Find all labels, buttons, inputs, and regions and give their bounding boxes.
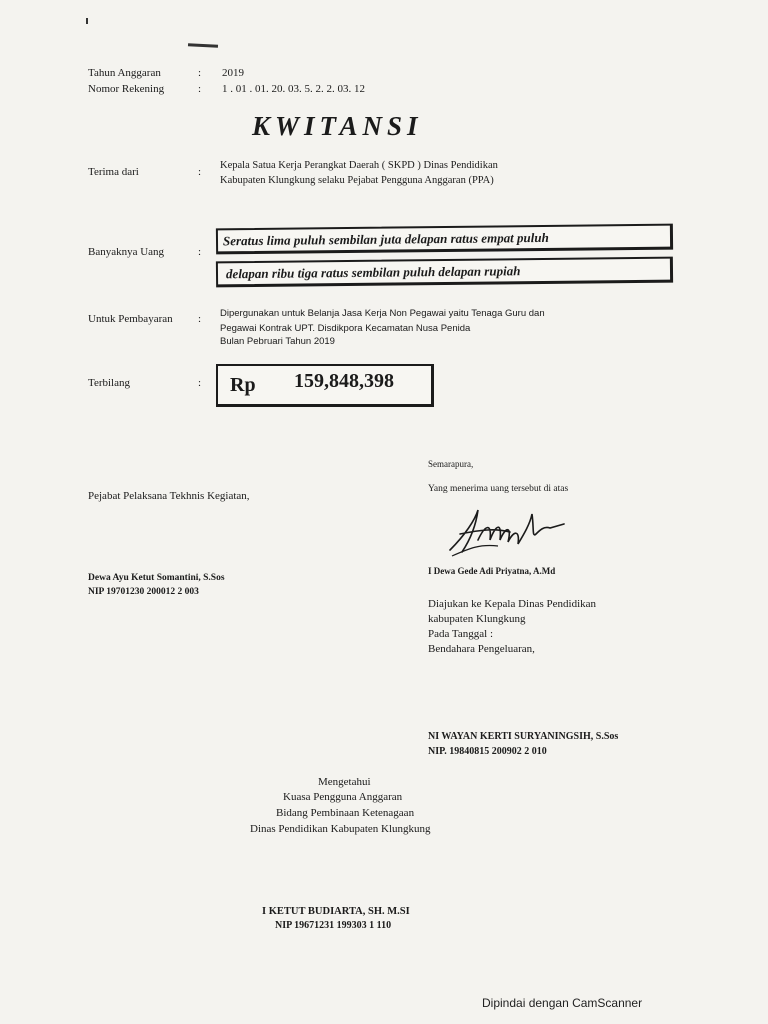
amount-words-box-1	[216, 224, 673, 255]
receiver-name: I Dewa Gede Adi Priyatna, A.Md	[428, 566, 556, 576]
submission-line1: Diajukan ke Kepala Dinas Pendidikan	[428, 598, 597, 610]
untuk-line1: Dipergunakan untuk Belanja Jasa Kerja Non Pegawai yaitu Tenaga Guru dan	[220, 308, 545, 319]
amount-value: 159,848,398	[294, 370, 394, 392]
terima-line1: Kepala Satua Kerja Perangkat Daerah ( SKPD ) Dinas Pendidikan	[220, 160, 498, 171]
treasurer-name: NI WAYAN KERTI SURYANINGSIH, S.Sos	[428, 731, 619, 742]
receiver-role: Yang menerima uang tersebut di atas	[428, 484, 569, 494]
place-label: Semarapura,	[428, 459, 474, 469]
approval-line1: Mengetahui	[318, 776, 371, 788]
approval-line3: Bidang Pembinaan Ketenagaan	[276, 807, 415, 819]
approver-name: I KETUT BUDIARTA, SH. M.SI	[262, 906, 410, 917]
amount-box	[216, 364, 434, 407]
terbilang-label: Terbilang	[88, 377, 130, 389]
technical-officer-role: Pejabat Pelaksana Tekhnis Kegiatan,	[88, 490, 250, 502]
rekening-colon: :	[198, 83, 202, 95]
untuk-colon: :	[198, 313, 202, 325]
technical-officer-name: Dewa Ayu Ketut Somantini, S.Sos	[88, 573, 225, 583]
receiver-signature	[440, 500, 570, 562]
untuk-line3: Bulan Pebruari Tahun 2019	[220, 336, 335, 347]
rekening-label: Nomor Rekening	[88, 83, 165, 95]
amount-words-line1: Seratus lima puluh sembilan juta delapan ratus empat puluh	[222, 229, 549, 249]
scan-mark	[86, 18, 88, 24]
approval-line4: Dinas Pendidikan Kabupaten Klungkung	[250, 823, 431, 835]
submission-line3: Pada Tanggal :	[428, 628, 494, 640]
approver-nip: NIP 19671231 199303 1 110	[275, 920, 392, 931]
terima-label: Terima dari	[88, 166, 139, 178]
tahun-label: Tahun Anggaran	[88, 67, 161, 79]
untuk-line2: Pegawai Kontrak UPT. Disdikpora Kecamatan Nusa Penida	[220, 323, 471, 334]
amount-words-line2: delapan ribu tiga ratus sembilan puluh delapan rupiah	[225, 263, 521, 282]
page-title: KWITANSI	[252, 111, 423, 141]
submission-line2: kabupaten Klungkung	[428, 613, 526, 625]
submission-line4: Bendahara Pengeluaran,	[428, 643, 535, 655]
banyaknya-colon: :	[198, 246, 202, 258]
terbilang-colon: :	[198, 377, 202, 389]
technical-officer-nip: NIP 19701230 200012 2 003	[88, 587, 199, 597]
untuk-label: Untuk Pembayaran	[88, 313, 173, 325]
amount-words-box-2	[216, 257, 673, 288]
rekening-value: 1 . 01 . 01. 20. 03. 5. 2. 2. 03. 12	[222, 83, 365, 95]
terima-line2: Kabupaten Klungkung selaku Pejabat Pengguna Anggaran (PPA)	[220, 175, 494, 186]
terima-colon: :	[198, 166, 202, 178]
currency-label: Rp	[230, 374, 256, 396]
banyaknya-label: Banyaknya Uang	[88, 246, 165, 258]
tahun-value: 2019	[222, 67, 244, 79]
treasurer-nip: NIP. 19840815 200902 2 010	[428, 746, 547, 757]
approval-line2: Kuasa Pengguna Anggaran	[283, 791, 403, 803]
scanner-watermark: Dipindai dengan CamScanner	[482, 996, 643, 1010]
tahun-colon: :	[198, 67, 202, 79]
scan-mark	[188, 43, 218, 48]
